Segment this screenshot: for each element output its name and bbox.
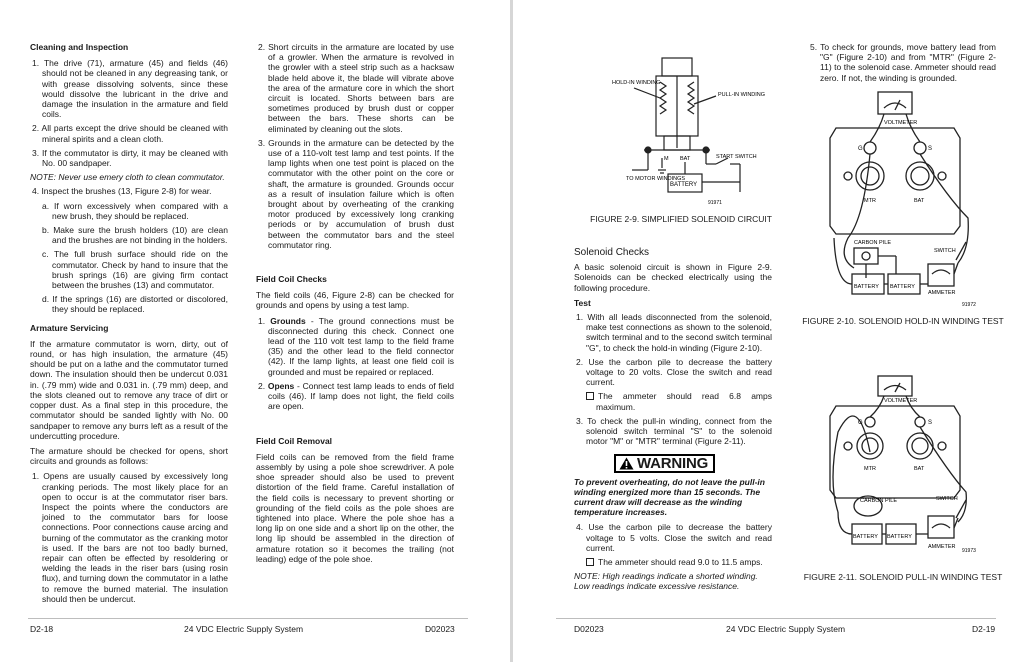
- fig10-switch-label: SWITCH: [934, 248, 956, 254]
- fig9-bat-label: BAT: [680, 156, 691, 162]
- cleaning-step-3: 3. If the commutator is dirty, it may be cleaned with No. 00 sandpaper.: [32, 147, 228, 169]
- armature-paragraph-1: If the armature commutator is worn, dirty, out of round, or has high insulation, the armature (45) should be put on a lathe and the commutator turned down. The insulation should then be undercut 0.031 in. (.79 mm) wide and 0.031 in. (.79 mm) deep, and the slots cleaned out to remove any trace of dirt or copper dust. As a final step in this procedure, the commutator should be sanded lightly with No. 00 sandpaper to remove any burrs left as a result of the undercutting procedure.: [30, 338, 228, 441]
- fig10-carbon-label: CARBON PILE: [854, 240, 891, 246]
- left-column-1: [30, 42, 228, 608]
- fig11-g-label: G: [858, 420, 863, 426]
- cleaning-step-2: 2. All parts except the drive should be cleaned with mineral spirits and a clean cloth.: [32, 123, 228, 144]
- warning-label: WARNING: [637, 455, 709, 473]
- fig10-g-label: G: [858, 146, 863, 152]
- heading-armature-servicing: Armature Servicing: [30, 322, 109, 333]
- test-step-4-check: [574, 557, 772, 567]
- fig10-bat-label: BAT: [914, 198, 925, 204]
- fig11-bat-label: BAT: [914, 466, 925, 472]
- figure-2-11-diagram: [818, 372, 978, 568]
- fig10-battery1-label: BATTERY: [854, 284, 879, 290]
- cleaning-step-4c: c. The full brush surface should ride on the commutator. Check by hand to insure that the brush springs (16) are giving firm contact between the brushes (13) and commutator.: [42, 249, 228, 291]
- test-step-2: 2. Use the carbon pile to decrease the battery voltage to 20 volts. Close the switch and read current.: [576, 356, 772, 388]
- heading-field-coil-checks: Field Coil Checks: [256, 274, 327, 285]
- test-step-4: 4. Use the carbon pile to decrease the battery voltage to 5 volts. Close the switch and read current.: [576, 522, 772, 553]
- armature-step-2: 2. Short circuits in the armature are located by use of a growler. When the armature is revolved in the growler with a steel strip such as a hacksaw blade held above it, the blade will vibrate above the area of the armature core in which the short circuit is located. Shorts between bars are sometimes produced by brush dust or copper between the bars. These shorts can be eliminated by cleaning out the slots.: [258, 42, 454, 134]
- warning-text: To prevent overheating, do not leave the pull-in winding energized more than 15 seconds. The current draw will decrease as the winding temperature increases.: [574, 477, 765, 518]
- field-coil-removal-paragraph: Field coils can be removed from the field frame assembly by using a pole shoe screwdriver. A pole shoe spreader should also be used to prevent distortion of the field frame. Careful installation of the field coils is necessary to prevent shorting or grounding of the field coils as the pole shoes are tightened into place. Where the pole shoe has a long lip on one side and a short lip on the other, the long lip should be assembled in the direction of armature rotation so it becomes the trailing (not leading) edge of the pole shoe.: [256, 451, 454, 564]
- right-column-1: [574, 244, 772, 592]
- cleaning-step-4b: b. Make sure the brush holders (10) are clean and the brushes are not binding in the holders.: [42, 225, 228, 246]
- figure-2-9-caption: FIGURE 2-9. SIMPLIFIED SOLENOID CIRCUIT: [590, 214, 772, 224]
- armature-step-3: 3. Grounds in the armature can be detected by the use of a 110-volt test lamp and test points. If the lamp lights when one test point is placed on the commutator with the other point on the core or shaft, the armature is grounded. Grounds occur as a result of insulation failure which is often brought about by overheating of the cranking motor produced by excessively long cranking periods or by accumulation of brush dust between the commutator bars and the steel commutator ring.: [258, 137, 454, 250]
- warning-banner: [614, 454, 715, 473]
- fig9-m-label: M: [664, 156, 669, 162]
- fig10-voltmeter-label: VOLTMETER: [884, 120, 918, 126]
- test-step-5: 5. To check for grounds, move battery lead from "G" (Figure 2-10) and from "MTR" (Figure 2-11) to the solenoid case. Ammeter should read zero. If not, the winding is grounded.: [810, 42, 996, 83]
- left-footer-code: D02023: [425, 624, 455, 634]
- fig10-ammeter-label: AMMETER: [928, 290, 956, 296]
- cleaning-step-4d: d. If the springs (16) are distorted or discolored, they should be replaced.: [42, 294, 228, 315]
- test-step-2-check: [574, 391, 772, 411]
- fig11-mtr-label: MTR: [864, 466, 876, 472]
- right-column-2: [808, 42, 996, 87]
- right-page: [512, 0, 1024, 662]
- left-footer-title: 24 VDC Electric Supply System: [184, 624, 304, 634]
- checkbox-9-11-amps: [586, 558, 594, 566]
- fig9-motor-label: TO MOTOR WINDINGS: [626, 176, 686, 182]
- test-step-3: 3. To check the pull-in winding, connect from the solenoid switch terminal "S" to the solenoid motor "M" or "MTR" terminal (Figure 2-11).: [576, 415, 772, 447]
- fig11-voltmeter-label: VOLTMETER: [884, 398, 918, 404]
- field-coil-opens: 2. Opens - Connect test lamp leads to ends of field coils (46). If lamp does not light, the field coils are open.: [258, 380, 454, 412]
- heading-cleaning-inspection: Cleaning and Inspection: [30, 42, 129, 52]
- heading-solenoid-checks: Solenoid Checks: [574, 247, 650, 258]
- grounds-label: Grounds: [270, 315, 306, 326]
- figure-2-11-caption: FIGURE 2-11. SOLENOID PULL-IN WINDING TEST: [803, 572, 1003, 582]
- fig9-pull-label: PULL-IN WINDING: [718, 92, 766, 98]
- fig9-number: 91971: [708, 200, 722, 206]
- right-footer-page-number: D2-19: [972, 624, 996, 634]
- fig11-number: 91973: [962, 548, 976, 554]
- field-coil-paragraph: The field coils (46, Figure 2-8) can be checked for grounds and opens by using a test lamp.: [256, 290, 454, 311]
- heading-field-coil-removal: Field Coil Removal: [256, 435, 333, 446]
- warning-triangle-icon: [619, 457, 634, 470]
- test-step-2-check-text: The ammeter should read 6.8 amps maximum.: [596, 391, 772, 412]
- right-footer-rule: [556, 618, 996, 619]
- grounds-text: - The ground connections must be disconnected during this check. Connect one lead of the 110 volt test lamp to the field frame (35) and the other lead to the field connector (42). If the lamp lights, at least one field coil is grounded and must be repaired or replaced.: [268, 315, 454, 377]
- opens-label: Opens: [267, 380, 295, 391]
- heading-test: Test: [574, 297, 591, 308]
- fig11-carbon-label: CARBON PILE: [860, 498, 897, 504]
- fig11-switch-label: SWITCH: [936, 496, 958, 502]
- left-footer-rule: [28, 618, 468, 619]
- figure-2-10-diagram: [818, 88, 978, 312]
- test-step-1: 1. With all leads disconnected from the solenoid, make test connections as shown to the solenoid, switch terminal and to the second switch terminal "G", to check the hold-in winding (Figure 2-10).: [576, 312, 772, 353]
- fig11-ammeter-label: AMMETER: [928, 544, 956, 550]
- fig9-battery-label: BATTERY: [670, 182, 698, 188]
- left-footer-page-number: D2-18: [30, 624, 54, 634]
- fig9-start-label: START SWITCH: [716, 154, 757, 160]
- fig10-battery2-label: BATTERY: [890, 284, 915, 290]
- field-coil-grounds: 1. Grounds - The ground connections must be disconnected during this check. Connect one lead of the 110 volt test lamp to the field frame (35) and the other lead to the field connector (42). If the lamp lights, at least one field coil is grounded and must be repaired or replaced.: [258, 315, 454, 377]
- cleaning-step-4: 4. Inspect the brushes (13, Figure 2-8) for wear.: [32, 186, 212, 197]
- fig10-s-label: S: [928, 146, 933, 152]
- cleaning-step-1: 1. The drive (71), armature (45) and fields (46) should not be cleaned in any degreasing tank, or with grease dissolving solvents, since these would dissolve the lubricant in the drive and damage the insulation in the armature and field coils.: [32, 58, 228, 120]
- opens-text: - Connect test lamp leads to ends of field coils (46). If lamp does not light, the field coils are open.: [268, 380, 454, 412]
- armature-paragraph-2: The armature should be checked for opens, short circuits and grounds as follows:: [30, 445, 228, 467]
- test-step-4-check-text: The ammeter should read 9.0 to 11.5 amps.: [598, 557, 763, 568]
- right-footer-code: D02023: [574, 624, 604, 634]
- fig11-battery1-label: BATTERY: [853, 534, 878, 540]
- solenoid-paragraph: A basic solenoid circuit is shown in Figure 2-9. Solenoids can be checked electrically using the following procedure.: [574, 262, 772, 293]
- figure-2-10-caption: FIGURE 2-10. SOLENOID HOLD-IN WINDING TEST: [802, 316, 1004, 326]
- fig9-hold-label: HOLD-IN WINDING: [612, 80, 661, 86]
- fig10-mtr-label: MTR: [864, 198, 876, 204]
- figure-2-9-diagram: [604, 52, 766, 210]
- armature-step-1: 1. Opens are usually caused by excessively long cranking periods. The most likely place for an open to occur is at the commutator riser bars. Inspect the points where the conductors are joined to the commutator bars for loose connections. Poor connections cause arcing and burning of the commutator as the cranking motor is used. If the bars are not too badly burned, repair can often be effected by resoldering or welding the leads in the riser bars (using rosin flux), and turning down the commutator in a lathe to remove the burned material. The insulation should then be undercut.: [32, 471, 228, 604]
- note-readings: NOTE: High readings indicate a shorted winding. Low readings indicate excessive resistance.: [574, 571, 758, 592]
- note-emery-cloth: NOTE: Never use emery cloth to clean commutator.: [30, 172, 225, 183]
- fig11-battery2-label: BATTERY: [887, 534, 912, 540]
- right-footer-title: 24 VDC Electric Supply System: [726, 624, 846, 634]
- fig10-number: 91972: [962, 302, 976, 308]
- checkbox-6-8-amps: [586, 392, 594, 400]
- fig11-s-label: S: [928, 420, 933, 426]
- cleaning-step-4a: a. If worn excessively when compared with a new brush, they should be replaced.: [42, 200, 228, 221]
- left-column-2: [256, 42, 454, 569]
